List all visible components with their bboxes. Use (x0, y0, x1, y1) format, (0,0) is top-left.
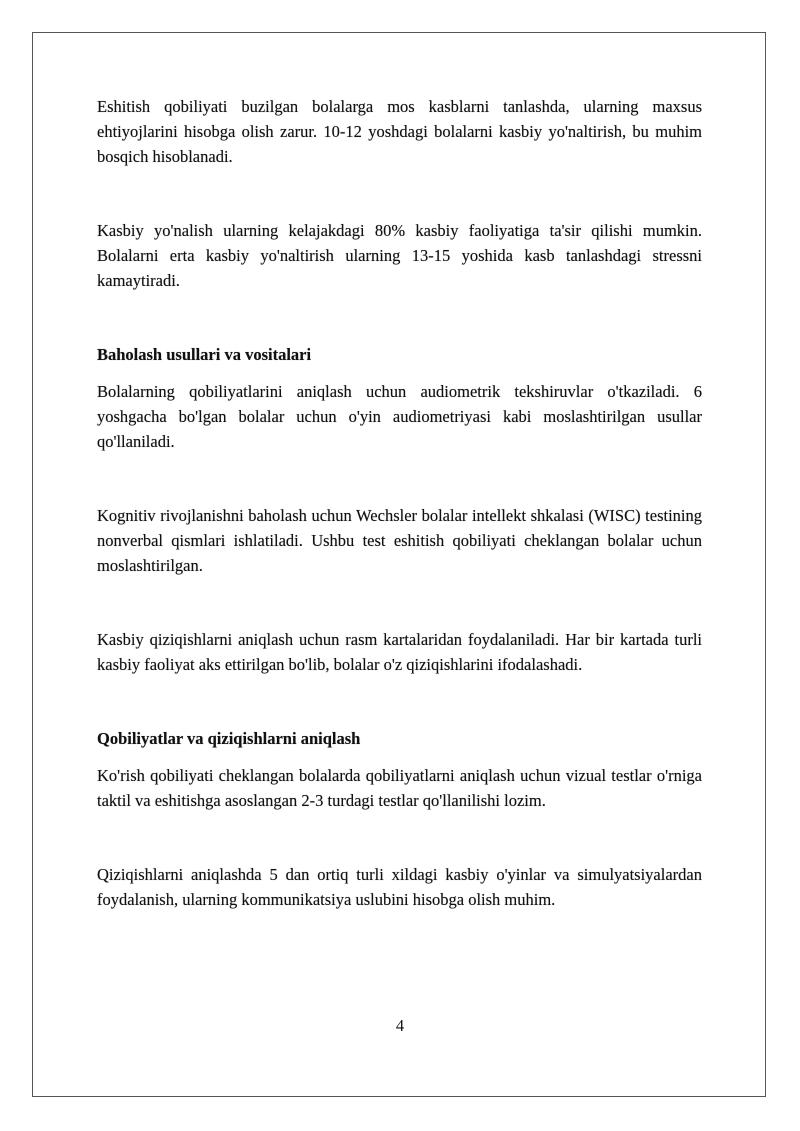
paragraph-spacer (97, 293, 702, 342)
paragraph-career-games: Qiziqishlarni aniqlashda 5 dan ortiq turli xildagi kasbiy o'yinlar va simulyatsiyalardan foydalanish, ularning kommunikatsiya uslubini hisobga olish muhim. (97, 865, 702, 909)
paragraph-visually-impaired-tests: Ko'rish qobiliyati cheklangan bolalarda qobiliyatlarni aniqlash uchun vizual testlar o'rniga taktil va eshitishga asoslangan 2-3 turdagi testlar qo'llanilishi lozim. (97, 766, 702, 810)
paragraph-spacer (97, 169, 702, 218)
paragraph-spacer (97, 677, 702, 726)
paragraph-wisc-assessment: Kognitiv rivojlanishni baholash uchun Wechsler bolalar intellekt shkalasi (WISC) testining nonverbal qismlari ishlatiladi. Ushbu test eshitish qobiliyati cheklangan bolalar uchun moslashtirilgan. (97, 506, 702, 575)
paragraph-spacer (97, 454, 702, 503)
document-body (97, 94, 702, 912)
paragraph-hearing-impaired-careers: Eshitish qobiliyati buzilgan bolalarga mos kasblarni tanlashda, ularning maxsus ehtiyojlarini hisobga olish zarur. 10-12 yoshdagi bolalarni kasbiy yo'naltirish, bu muhim bosqich hisoblanadi. (97, 97, 702, 166)
section-heading-assessment-methods: Baholash usullari va vositalari (97, 345, 312, 364)
paragraph-spacer (97, 578, 702, 627)
paragraph-audiometric-tests: Bolalarning qobiliyatlarini aniqlash uchun audiometrik tekshiruvlar o'tkaziladi. 6 yoshgacha bo'lgan bolalar uchun o'yin audiometriyasi kabi moslashtirilgan usullar qo'llaniladi. (97, 382, 702, 451)
paragraph-picture-cards: Kasbiy qiziqishlarni aniqlash uchun rasm kartalaridan foydalaniladi. Har bir kartada turli kasbiy faoliyat aks ettirilgan bo'lib, bolalar o'z qiziqishlarini ifodalashadi. (97, 630, 702, 674)
paragraph-career-orientation-impact: Kasbiy yo'nalish ularning kelajakdagi 80% kasbiy faoliyatiga ta'sir qilishi mumkin. Bolalarni erta kasbiy yo'naltirish ularning 13-15 yoshida kasb tanlashdagi stressni kamaytiradi. (97, 221, 702, 290)
heading-spacer (97, 751, 702, 763)
paragraph-spacer (97, 813, 702, 862)
section-heading-abilities-interests: Qobiliyatlar va qiziqishlarni aniqlash (97, 729, 361, 748)
page-number: 4 (395, 1016, 405, 1035)
heading-spacer (97, 367, 702, 379)
